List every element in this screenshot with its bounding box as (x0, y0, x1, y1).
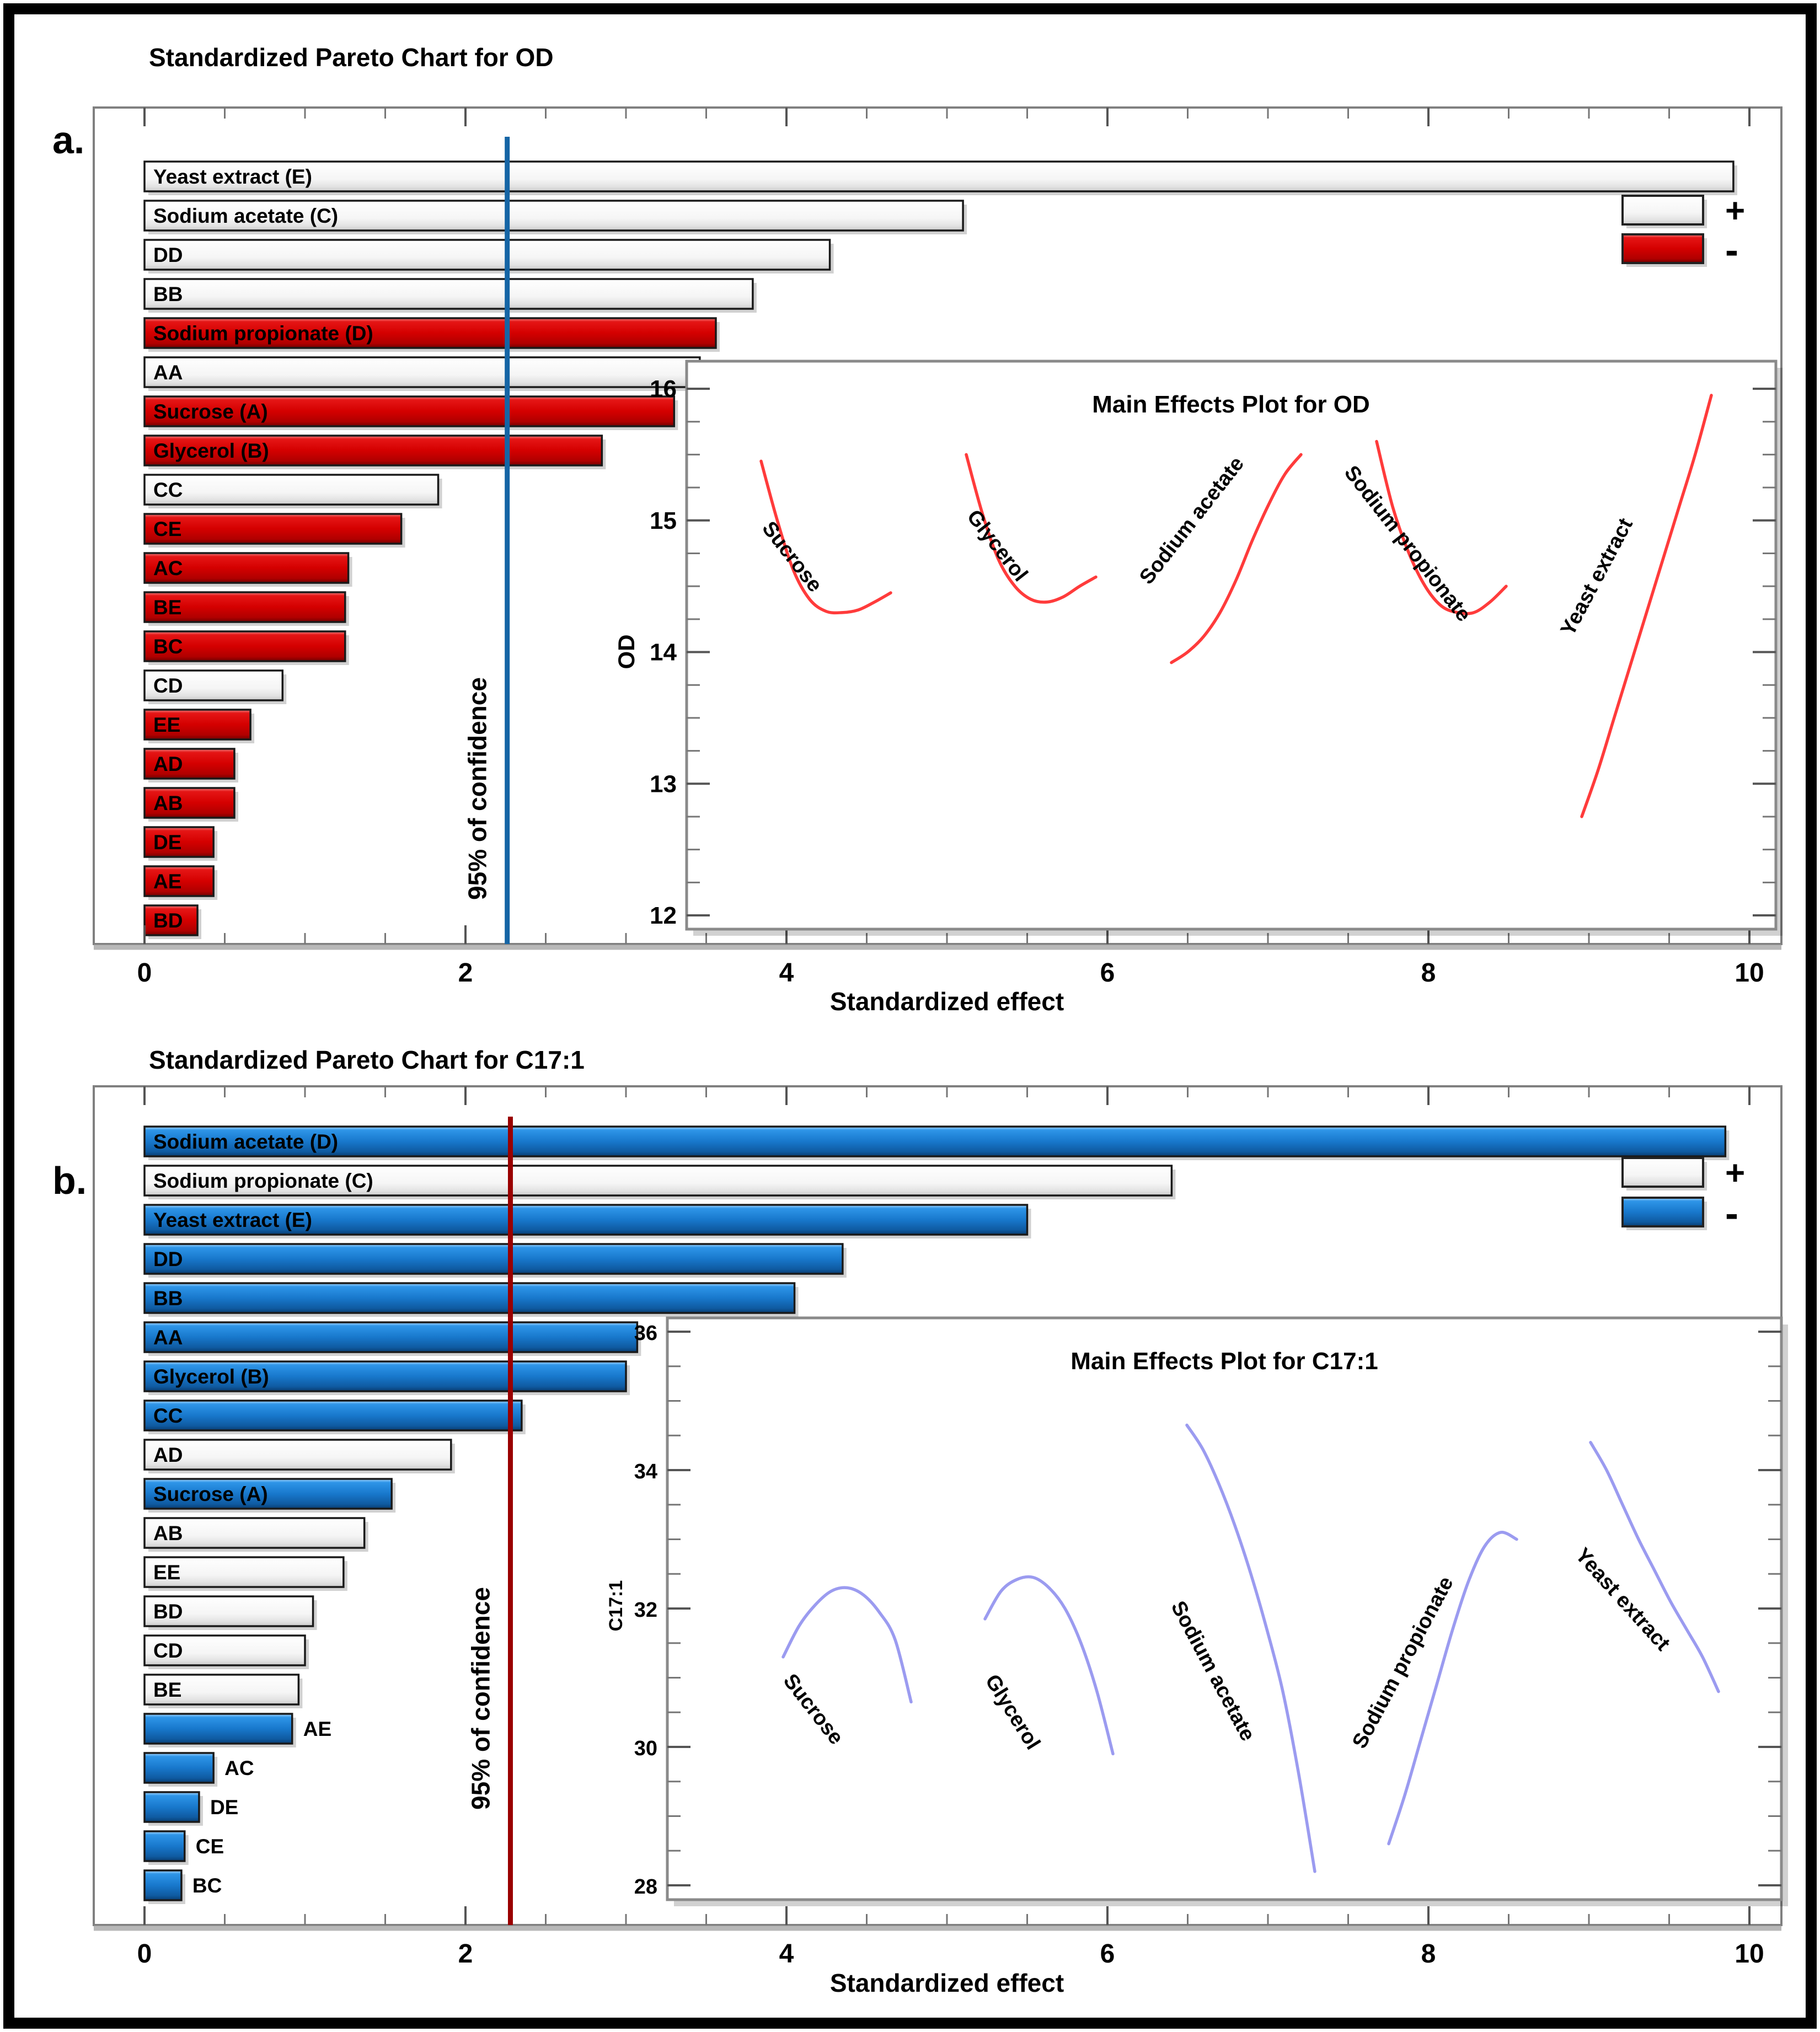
bar-label: CD (153, 674, 183, 697)
curve-label-Sucrose: Sucrose (757, 517, 827, 597)
curve-label-Sodium propionate: Sodium propionate (1339, 461, 1476, 626)
y-tick-label: 14 (650, 639, 677, 666)
y-tick-label: 34 (634, 1460, 657, 1483)
bar-label: AA (153, 1326, 183, 1349)
bar-Sodium acetate (D) (144, 1127, 1725, 1156)
bar-CC (144, 475, 438, 505)
legend-minus-label: - (1725, 1192, 1738, 1236)
confidence-label: 95% of confidence (463, 677, 492, 900)
inset-plot-area (687, 361, 1776, 929)
x-tick-label: 2 (458, 958, 473, 988)
bar-label: EE (153, 714, 181, 736)
inset-y-axis-title: OD (613, 634, 639, 669)
bar-label: Yeast extract (E) (153, 165, 312, 188)
bar-label: Sucrose (A) (153, 1483, 268, 1505)
bar-label: EE (153, 1561, 181, 1584)
bar-label: DE (153, 831, 182, 854)
bar-label: CC (153, 1404, 183, 1427)
legend-plus-label: + (1725, 192, 1746, 230)
x-tick-label: 10 (1735, 1939, 1764, 1969)
y-tick-label: 28 (634, 1875, 657, 1899)
y-tick-label: 32 (634, 1599, 657, 1622)
bar-CE (144, 1831, 185, 1861)
x-tick-label: 4 (779, 958, 794, 988)
bar-CE (144, 514, 402, 544)
bar-label: CC (153, 479, 183, 501)
pareto-title: Standardized Pareto Chart for C17:1 (149, 1046, 585, 1074)
legend-minus-swatch (1623, 1198, 1703, 1226)
curve-label-Glycerol: Glycerol (980, 1670, 1045, 1754)
y-tick-label: 36 (634, 1322, 657, 1345)
bar-label: BB (153, 1287, 183, 1310)
bar-label: BC (192, 1874, 222, 1897)
curve-label-Sodium acetate: Sodium acetate (1166, 1597, 1260, 1745)
bar-label: BE (153, 596, 182, 619)
legend-plus-swatch (1623, 196, 1703, 224)
bar-label: CE (195, 1835, 224, 1858)
bar-AE (144, 1714, 292, 1744)
bar-label: AC (153, 557, 183, 580)
x-tick-label: 2 (458, 1939, 473, 1969)
bar-BB (144, 1283, 795, 1313)
bar-label: Sodium acetate (C) (153, 205, 339, 227)
bar-BC (144, 1870, 181, 1900)
bar-DE (144, 1792, 199, 1822)
inset-plot-area (667, 1318, 1781, 1900)
inset-main-effects-od (613, 361, 1782, 936)
bar-label: BB (153, 283, 183, 305)
legend-minus-label: - (1725, 228, 1738, 272)
bar-label: DD (153, 244, 183, 266)
inset-main-effects-c17-1 (606, 1318, 1788, 1906)
legend-minus-swatch (1623, 234, 1703, 263)
bar-DD (144, 240, 830, 270)
bar-label: AE (303, 1718, 332, 1740)
bar-AA (144, 357, 700, 387)
bar-label: CE (153, 518, 182, 540)
bar-label: CD (153, 1639, 183, 1662)
bar-label: Sodium acetate (D) (153, 1130, 339, 1153)
inset-title: Main Effects Plot for OD (1092, 391, 1370, 418)
panel-a (52, 43, 1782, 1016)
confidence-label: 95% of confidence (466, 1587, 495, 1810)
inset-title: Main Effects Plot for C17:1 (1070, 1348, 1378, 1375)
panel-letter: b. (52, 1159, 87, 1202)
x-tick-label: 6 (1100, 1939, 1115, 1969)
x-tick-label: 8 (1421, 1939, 1436, 1969)
bar-label: Sodium propionate (C) (153, 1170, 373, 1192)
bar-Yeast extract (E) (144, 162, 1733, 191)
curve-label-Sodium acetate: Sodium acetate (1135, 452, 1249, 589)
bar-label: Glycerol (B) (153, 439, 269, 462)
bar-label: Yeast extract (E) (153, 1209, 312, 1231)
bar-AC (144, 1753, 213, 1783)
y-tick-label: 15 (650, 507, 677, 534)
inset-y-axis-title: C17:1 (606, 1580, 627, 1632)
x-tick-label: 10 (1735, 958, 1764, 988)
panel-letter: a. (52, 119, 85, 162)
x-tick-label: 8 (1421, 958, 1436, 988)
bar-label: AA (153, 361, 183, 384)
bar-AD (144, 1440, 451, 1470)
bar-CC (144, 1401, 522, 1430)
bar-label: DE (210, 1796, 239, 1819)
x-tick-label: 0 (137, 1939, 152, 1969)
bar-DD (144, 1244, 843, 1274)
bar-label: BC (153, 635, 183, 658)
bar-label: AB (153, 792, 183, 814)
y-tick-label: 13 (650, 770, 677, 798)
bar-label: AD (153, 1444, 183, 1466)
bar-label: Sodium propionate (D) (153, 322, 373, 345)
pareto-title: Standardized Pareto Chart for OD (149, 43, 554, 72)
curve-label-Sucrose: Sucrose (778, 1669, 848, 1749)
y-tick-label: 30 (634, 1737, 657, 1760)
x-tick-label: 0 (137, 958, 152, 988)
curve-label-Sodium propionate: Sodium propionate (1348, 1573, 1458, 1752)
x-axis-title: Standardized effect (829, 1969, 1064, 1997)
bar-label: AB (153, 1522, 183, 1545)
bar-label: AD (153, 753, 183, 775)
x-axis-title: Standardized effect (829, 987, 1064, 1016)
bar-label: AC (224, 1757, 254, 1779)
legend-plus-swatch (1623, 1158, 1703, 1187)
bar-label: Sucrose (A) (153, 400, 268, 423)
bar-label: BD (153, 909, 183, 932)
panel-b (52, 1046, 1788, 1997)
legend-plus-label: + (1725, 1154, 1746, 1192)
bar-label: BD (153, 1600, 183, 1623)
bar-label: DD (153, 1248, 183, 1270)
bar-label: Glycerol (B) (153, 1365, 269, 1388)
bar-label: BE (153, 1679, 182, 1701)
curve-label-Yeast extract: Yeast extract (1570, 1543, 1675, 1655)
bar-AA (144, 1322, 637, 1352)
bar-BB (144, 279, 753, 309)
curve-label-Yeast extract: Yeast extract (1556, 514, 1638, 640)
curve-label-Glycerol: Glycerol (962, 505, 1032, 586)
y-tick-label: 12 (650, 902, 677, 929)
y-tick-label: 16 (650, 376, 677, 403)
bar-label: AE (153, 870, 182, 893)
x-tick-label: 6 (1100, 958, 1115, 988)
x-tick-label: 4 (779, 1939, 794, 1969)
